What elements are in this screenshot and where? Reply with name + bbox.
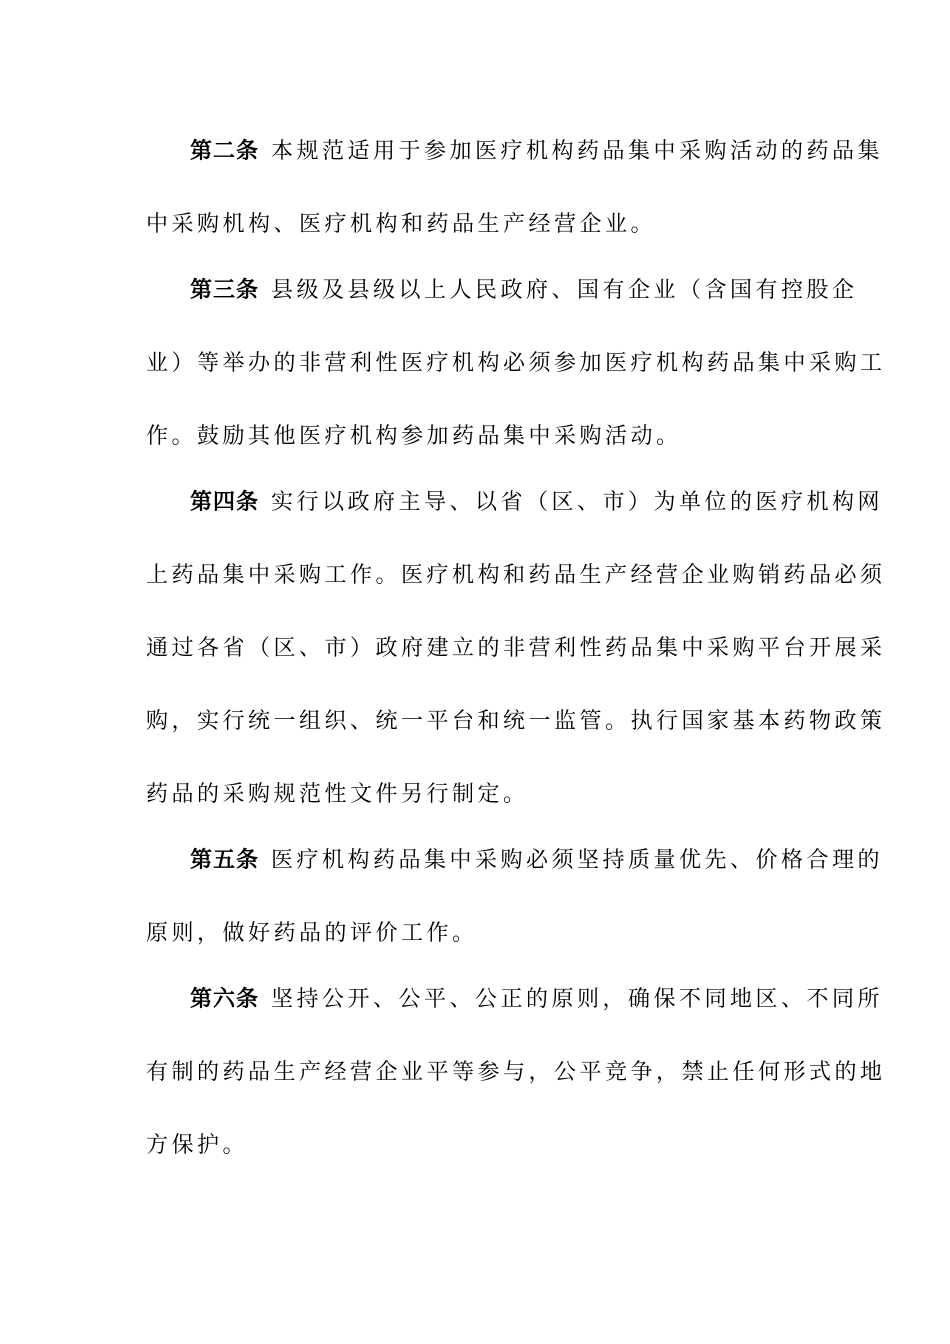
article-2-text-1: 本规范适用于参加医疗机构药品集中采购活动的药品集 [271,139,884,164]
article-3-text-1: 县级及县级以上人民政府、国有企业（含国有控股企 [271,278,858,303]
article-3-line-3: 作。鼓励其他医疗机构参加药品集中采购活动。 [146,424,682,449]
article-3-heading: 第三条 [190,278,260,303]
article-4-text-1: 实行以政府主导、以省（区、市）为单位的医疗机构网 [271,490,884,515]
article-6-line-1 [190,985,884,1015]
article-4-line-5: 药品的采购规范性文件另行制定。 [146,782,529,807]
article-4-heading: 第四条 [190,490,260,515]
article-4-line-2: 上药品集中采购工作。医疗机构和药品生产经营企业购销药品必须 [146,563,886,588]
article-6-line-3: 方保护。 [146,1133,249,1158]
article-2-heading: 第二条 [190,139,260,164]
article-6-heading: 第六条 [190,987,260,1012]
article-5-text-1: 医疗机构药品集中采购必须坚持质量优先、价格合理的 [271,848,884,873]
article-3-line-2: 业）等举办的非营利性医疗机构必须参加医疗机构药品集中采购工 [146,351,886,376]
article-4-line-4: 购，实行统一组织、统一平台和统一监管。执行国家基本药物政策 [146,709,886,734]
article-2-line-1 [190,137,884,167]
article-5-line-1 [190,846,884,876]
article-6-line-2: 有制的药品生产经营企业平等参与，公平竞争，禁止任何形式的地 [146,1060,886,1085]
article-3-line-1 [190,276,860,306]
article-2-line-2: 中采购机构、医疗机构和药品生产经营企业。 [146,212,657,237]
article-4-line-1 [190,488,884,518]
article-5-heading: 第五条 [190,848,260,873]
article-5-line-2: 原则，做好药品的评价工作。 [146,921,478,946]
article-4-line-3: 通过各省（区、市）政府建立的非营利性药品集中采购平台开展采 [146,636,886,661]
article-6-text-1: 坚持公开、公平、公正的原则，确保不同地区、不同所 [271,987,884,1012]
